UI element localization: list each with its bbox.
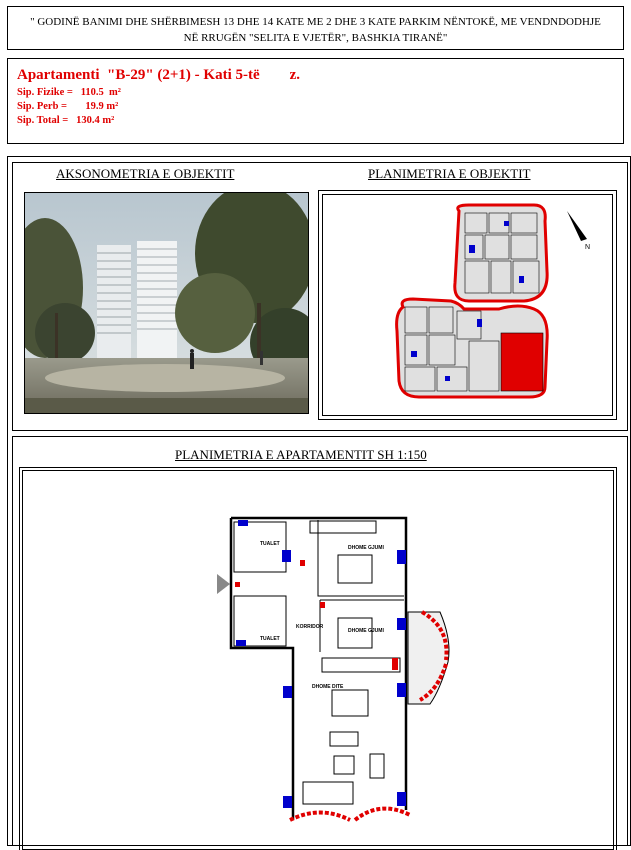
label-living: DHOME DITE <box>312 684 344 690</box>
project-title: " GODINË BANIMI DHE SHËRBIMESH 13 DHE 14 KATE ME 2 DHE 3 KATE PARKIM NËNTOKË, ME VENDNDODHJE NË RRUGËN "SELITA E VJETËR", BASHKIA TIRANË" <box>30 16 601 44</box>
site-plan-drawing <box>318 190 617 420</box>
apartment-plan-frame <box>22 470 614 850</box>
svg-text:N: N <box>585 244 591 251</box>
project-header <box>7 6 624 50</box>
area-fizike: Sip. Fizike = 110.5 m² <box>17 87 121 98</box>
label-bedroom-1: DHOME GJUMI <box>348 545 384 551</box>
north-arrow-icon <box>567 211 590 251</box>
label-toilet-1: TUALET <box>260 541 280 547</box>
area-total: Sip. Total = 130.4 m² <box>17 115 115 126</box>
apartment-plan-title: PLANIMETRIA E APARTAMENTIT SH 1:150 <box>175 447 427 462</box>
area-perb: Sip. Perb = 19.9 m² <box>17 101 119 112</box>
highlighted-apartment <box>501 333 543 391</box>
tower-left <box>97 245 131 363</box>
building-rendering-image <box>24 192 309 414</box>
tower-right <box>137 241 177 363</box>
label-corridor: KORRIDOR <box>296 624 324 630</box>
site-plan-title: PLANIMETRIA E OBJEKTIT <box>368 166 531 181</box>
apartment-title: Apartamenti "B-29" (2+1) - Kati 5-të z. <box>17 67 301 83</box>
label-toilet-2: TUALET <box>260 636 280 642</box>
site-plan-svg <box>319 191 616 419</box>
rendering-svg <box>25 193 308 413</box>
label-bedroom-2: DHOME GJUMI <box>348 628 384 634</box>
apartment-info-box <box>7 58 624 144</box>
axonometry-title: AKSONOMETRIA E OBJEKTIT <box>56 166 235 181</box>
